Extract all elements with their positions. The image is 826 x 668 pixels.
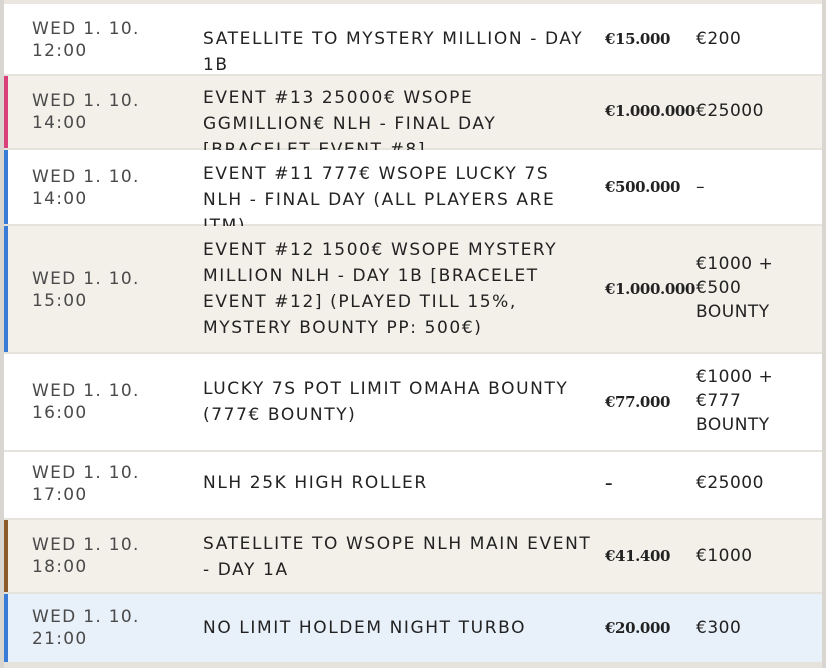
table-row[interactable]	[4, 452, 822, 518]
row-date-time: 15:00	[32, 291, 88, 311]
table-row[interactable]	[4, 226, 822, 352]
row-buy-in: €25000	[696, 473, 764, 493]
row-prize-pool: €500.000	[605, 178, 681, 196]
row-buy-in: €200	[696, 29, 742, 49]
table-row[interactable]	[4, 76, 822, 148]
row-buy-in: –	[696, 177, 705, 197]
row-date-day: WED 1. 10.	[32, 381, 140, 401]
table-row[interactable]	[4, 354, 822, 450]
row-date-time: 17:00	[32, 485, 88, 505]
row-event-name: LUCKY 7S POT LIMIT OMAHA BOUNTY (777€ BOUNTY)	[203, 379, 569, 425]
row-prize-pool: €1.000.000	[605, 280, 695, 298]
row-buy-in: €1000	[696, 546, 753, 566]
row-date	[32, 166, 182, 210]
row-prize-pool: €20.000	[605, 619, 671, 637]
row-date-time: 18:00	[32, 557, 88, 577]
table-row[interactable]	[4, 594, 822, 662]
row-date-day: WED 1. 10.	[32, 91, 140, 111]
row-prize-pool: €41.400	[605, 547, 671, 565]
row-buy-in: €1000 + €777 BOUNTY	[696, 367, 774, 435]
row-buy-in: €300	[696, 618, 742, 638]
row-date	[32, 534, 182, 578]
row-buy-in: €25000	[696, 101, 764, 121]
row-date-day: WED 1. 10.	[32, 167, 140, 187]
row-event-name: EVENT #12 1500€ WSOPE MYSTERY MILLION NLH - DAY 1B [BRACELET EVENT #12] (PLAYED TILL 15%, MYSTERY BOUNTY PP: 500€)	[203, 240, 558, 338]
row-event-name: EVENT #13 25000€ WSOPE GGMILLION€ NLH - FINAL DAY	[203, 88, 497, 134]
row-date	[32, 462, 182, 506]
row-date	[32, 606, 182, 650]
row-buy-in: €1000 + €500 BOUNTY	[696, 254, 774, 322]
row-date	[32, 380, 182, 424]
row-date-day: WED 1. 10.	[32, 19, 140, 39]
row-prize-pool: €77.000	[605, 393, 671, 411]
row-date-day: WED 1. 10.	[32, 535, 140, 555]
row-event-name: NO LIMIT HOLDEM NIGHT TURBO	[203, 618, 527, 638]
row-event-name: SATELLITE TO MYSTERY MILLION - DAY 1B	[203, 29, 584, 75]
table-row[interactable]	[4, 150, 822, 224]
table-row[interactable]	[4, 4, 822, 74]
row-date	[32, 268, 182, 312]
row-date-day: WED 1. 10.	[32, 463, 140, 483]
row-prize-pool: €15.000	[605, 30, 671, 48]
tournament-schedule-table	[4, 0, 822, 668]
row-date	[32, 90, 182, 134]
row-date-day: WED 1. 10.	[32, 607, 140, 627]
row-prize-pool: €1.000.000	[605, 102, 695, 120]
row-prize-pool: –	[605, 474, 613, 492]
row-event-name: NLH 25K HIGH ROLLER	[203, 473, 428, 493]
row-date-time: 14:00	[32, 113, 88, 133]
row-event-name: SATELLITE TO WSOPE NLH MAIN EVENT - DAY 1A	[203, 534, 592, 580]
row-date-time: 12:00	[32, 41, 88, 61]
row-date	[32, 18, 182, 62]
row-date-time: 21:00	[32, 629, 88, 649]
row-date-day: WED 1. 10.	[32, 269, 140, 289]
row-date-time: 14:00	[32, 189, 88, 209]
row-date-time: 16:00	[32, 403, 88, 423]
row-event-name: EVENT #11 777€ WSOPE LUCKY 7S NLH - FINAL DAY (ALL PLAYERS ARE	[203, 164, 556, 210]
table-row[interactable]	[4, 520, 822, 592]
